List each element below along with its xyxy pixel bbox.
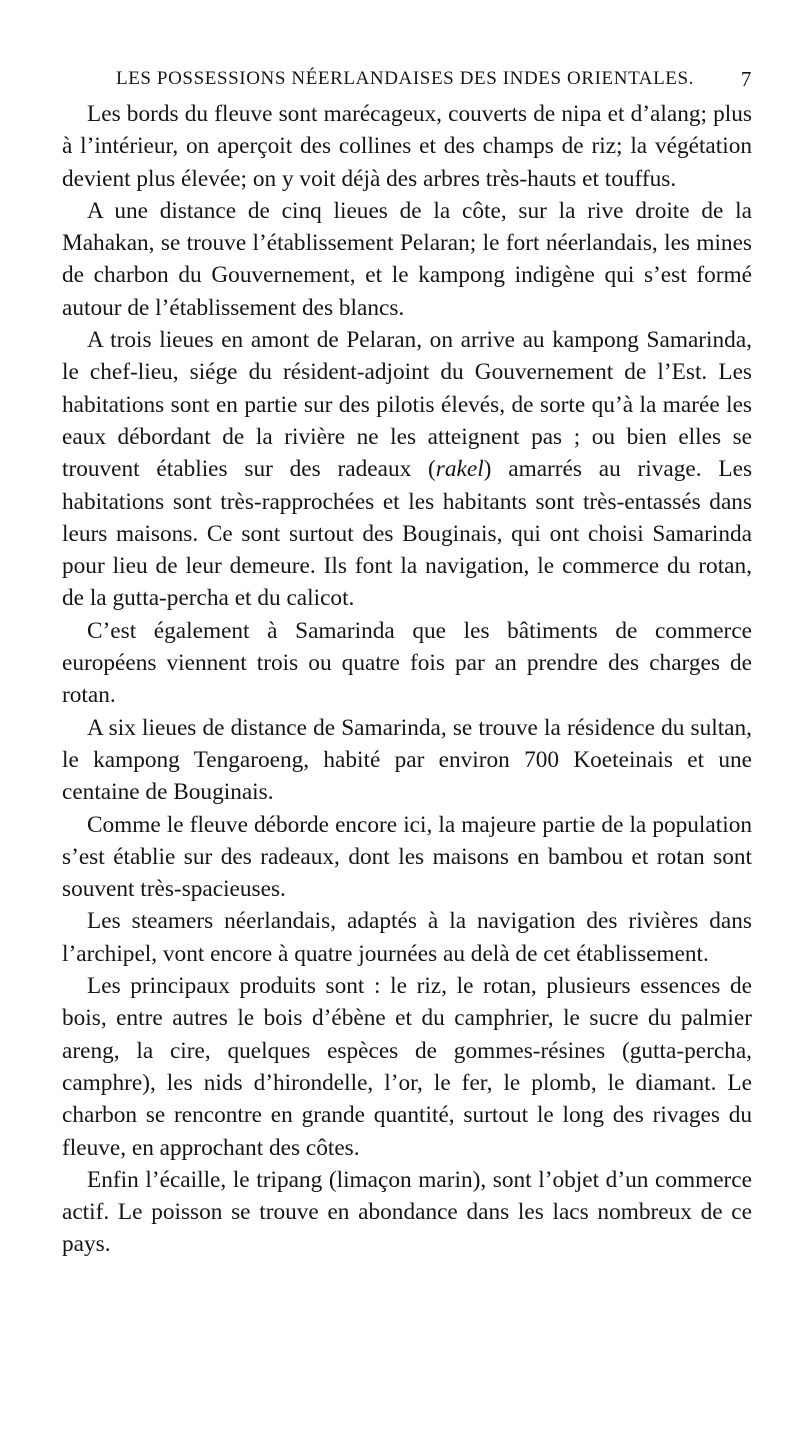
paragraph-river-banks: Les bords du fleuve sont marécageux, couverts de nipa et d’alang; plus à l’intérieur, on aperçoit des collines et des champs de riz; la végétation devient plus élevée; on y voit déjà des arbres très-hauts et touffus. — [62, 101, 752, 192]
paragraph-tengaroeng: A six lieues de distance de Samarinda, se trouve la résidence du sultan, le kampong Tengaroeng, habité par environ 700 Koeteinais et une centaine de Bouginais. — [62, 714, 752, 806]
paragraph-steamers: Les steamers néerlandais, adaptés à la navigation des rivières dans l’archipel, vont encore à quatre journées au delà de cet établissement. — [62, 908, 752, 967]
paragraph-samarinda-text-after: ) amarrés au rivage. Les habitations sont très-rapprochées et les habitants sont très-entassés dans leurs maisons. Ce sont surtout des Bouginais, qui ont choisi Samarinda pour lieu de leur demeure. Ils font la navigation, le commerce du rotan, de la gutta-percha et du calicot. — [62, 456, 753, 612]
paragraph-pelaran: A une distance de cinq lieues de la côte, sur la rive droite de la Mahakan, se trouve l’établissement Pelaran; le fort néerlandais, les mines de charbon du Gouvernement, et le kampong indigène qui s’est formé autour de l’établissement des blancs. — [62, 197, 752, 321]
paragraph-commerce-fish: Enfin l’écaille, le tripang (limaçon marin), sont l’objet d’un commerce actif. Le poisson se trouve en abondance dans les lacs nombreux de ce pays. — [62, 1166, 752, 1258]
page-number: 7 — [740, 67, 752, 91]
paragraph-samarinda — [62, 324, 752, 615]
running-title: LES POSSESSIONS NÉERLANDAISES DES INDES ORIENTALES. — [116, 68, 695, 89]
paragraph-european-ships: C’est également à Samarinda que les bâtiments de commerce européens viennent trois ou quatre fois par an prendre des charges de rotan. — [62, 617, 752, 709]
paragraph-samarinda-text-before: A trois lieues en amont de Pelaran, on arrive au kampong Samarinda, le chef-lieu, siége du résident-adjoint du Gouvernement de l’Est. Les habitations sont en partie sur des pilotis élevés, de sorte qu’à la marée les eaux débordant de la rivière ne les atteignent pas ; ou bien elles se trouvent établies sur des radeaux ( — [62, 327, 752, 483]
italic-rakel-term: rakel — [435, 456, 484, 483]
paragraph-products: Les principaux produits sont : le riz, le rotan, plusieurs essences de bois, entre autres le bois d’ébène et du camphrier, le sucre du palmier areng, la cire, quelques espèces de gommes-résines (gutta-percha, camphre), les nids d’hirondelle, l’or, le fer, le plomb, le diamant. Le charbon se rencontre en grande quantité, surtout le long des rivages du fleuve, en approchant des côtes. — [62, 973, 752, 1161]
paragraph-population-rafts: Comme le fleuve déborde encore ici, la majeure partie de la population s’est établie sur des radeaux, dont les maisons en bambou et rotan sont souvent très-spacieuses. — [62, 811, 752, 903]
page-body-text — [62, 98, 752, 1261]
running-header — [62, 64, 752, 94]
